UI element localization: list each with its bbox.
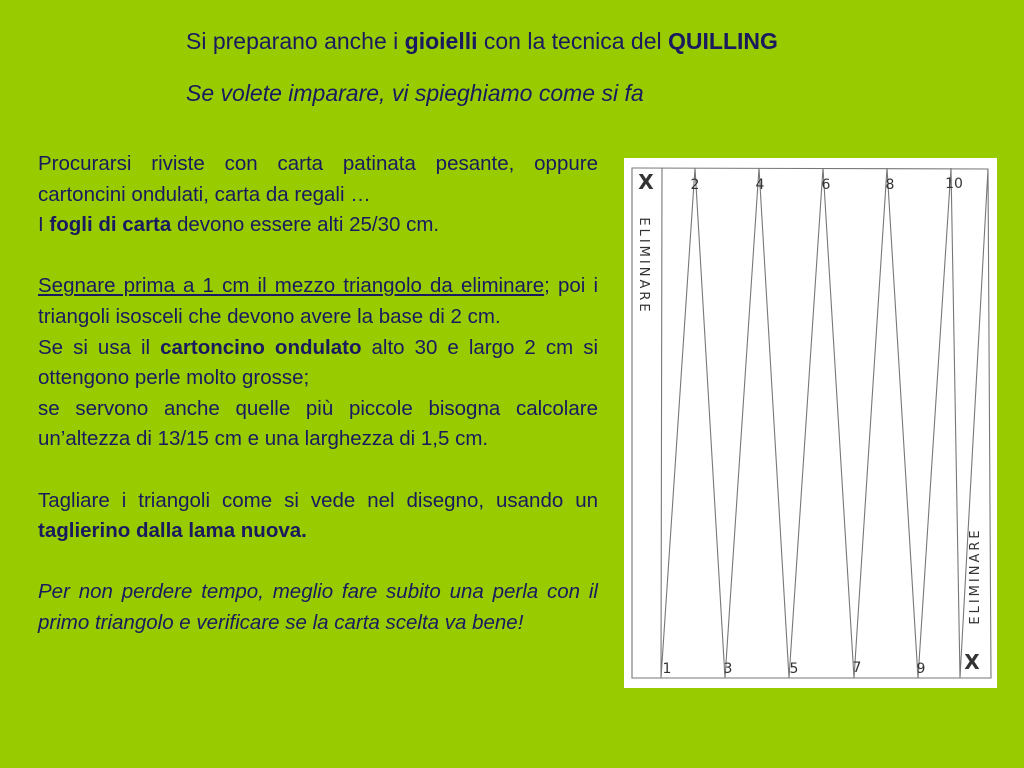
sheet-size-bold: fogli di carta [49, 213, 172, 237]
cutting-bold: taglierino dalla lama nuova. [38, 519, 307, 543]
title-bold-gioielli: gioielli [404, 28, 478, 54]
page-subtitle: Se volete imparare, vi spieghiamo come si fa [186, 80, 644, 106]
bottom-number-1: 1 [662, 661, 672, 677]
corrugated-prefix: Se si usa il [38, 335, 161, 359]
sheet-size-suffix: devono essere alti 25/30 cm. [171, 213, 440, 237]
paragraph-corrugated [38, 333, 598, 394]
title-bold-quilling: QUILLING [668, 28, 778, 54]
corrugated-bold: cartoncino ondulato [160, 335, 362, 359]
top-number-8: 8 [885, 177, 895, 193]
bottom-number-5: 5 [789, 661, 799, 677]
bottom-number-7: 7 [852, 660, 862, 676]
triangle-zigzag [661, 168, 988, 678]
materials-line: Procurarsi riviste con carta patinata pesante, oppure cartoncini ondulati, carta da regali … [38, 152, 598, 206]
paragraph-cutting [38, 486, 598, 547]
bottom-number-9: 9 [916, 661, 926, 677]
paragraph-tip: Per non perdere tempo, meglio fare subito una perla con il primo triangolo e verificare se la carta scelta va bene! [38, 580, 598, 634]
title-prefix: Si preparano anche i [186, 28, 405, 54]
triangle-pattern-drawing [624, 158, 997, 688]
paragraph-marking [38, 271, 598, 332]
sheet-size-prefix: I [38, 213, 50, 237]
triangle-pattern-svg [624, 158, 997, 688]
eliminare-label-top: ELIMINARE [636, 217, 651, 315]
top-number-4: 4 [755, 177, 765, 193]
corrugated-suffix: alto 30 e largo 2 cm si ottengono perle molto grosse; [38, 335, 598, 390]
title-middle: con la tecnica del [477, 28, 669, 54]
eliminare-label-bottom: ELIMINARE [968, 527, 983, 625]
top-number-2: 2 [690, 177, 700, 193]
bottom-number-3: 3 [723, 661, 733, 677]
page-title [186, 28, 778, 55]
top-number-10: 10 [945, 176, 963, 192]
cutting-prefix: Tagliare i triangoli come si vede nel disegno, usando un [38, 488, 598, 512]
marking-rest: ; poi i triangoli isosceli che devono avere la base di 2 cm. [38, 274, 598, 328]
paragraph-materials [38, 149, 598, 241]
top-x-mark: X [638, 170, 654, 194]
bottom-x-mark: X [964, 650, 980, 674]
drawing-outline [632, 168, 991, 678]
instructions-text [38, 149, 598, 639]
paragraph-small-beads: se servono anche quelle più piccole bisogna calcolare un’altezza di 13/15 cm e una larghezza di 1,5 cm. [38, 396, 598, 451]
top-number-6: 6 [821, 177, 831, 193]
marking-underlined: Segnare prima a 1 cm il mezzo triangolo da eliminare [38, 274, 545, 298]
